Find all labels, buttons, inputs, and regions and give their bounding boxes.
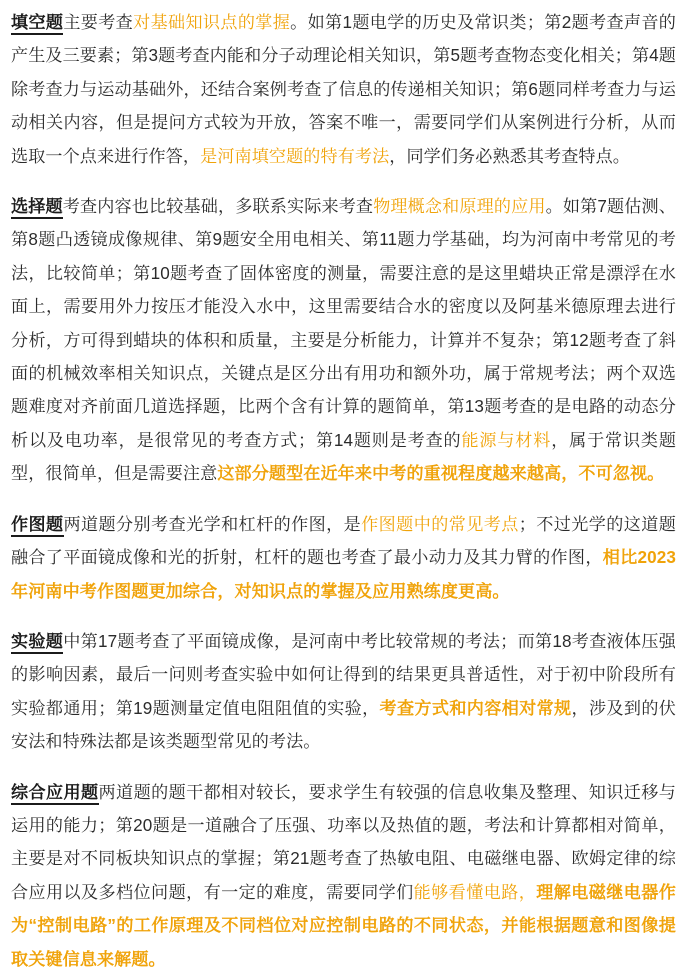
highlighted-bold-text: 考查方式和内容相对常规	[379, 698, 572, 718]
body-text: 中第17题考查了平面镜成像，是河南中考比较常规的考法；而第18考查液体压强的影响因素，最后一问则考查实验中如何让得到的结果更具普适性，对于初中阶段所有实验都通用；第19题测量定值电阻阻值的实验，	[11, 631, 676, 718]
paragraph-fill-in-the-blank	[11, 6, 676, 173]
highlighted-text: 物理概念和原理的应用	[373, 197, 546, 217]
body-text: 考查内容也比较基础，多联系实际来考查	[62, 197, 374, 217]
highlighted-text: 能够看懂电路，	[413, 882, 537, 902]
body-text: 两道题分别考查光学和杠杆的作图，是	[63, 514, 362, 534]
highlighted-text: 能源与材料	[461, 430, 552, 450]
highlighted-bold-text: 相比2023年河南中考作图题更加综合，对知识点的掌握及应用熟练度更高。	[11, 548, 676, 601]
paragraph-drawing-question	[11, 508, 676, 608]
highlighted-bold-text: 这部分题型在近年来中考的重视程度越来越高，不可忽视。	[217, 464, 665, 484]
section-heading: 综合应用题	[11, 783, 99, 805]
body-text: ；不过光学的这道题融合了平面镜成像和光的折射，杠杆的题也考查了最小动力及其力臂的作图，	[11, 514, 677, 568]
paragraph-experiment-question	[11, 625, 676, 759]
section-heading: 实验题	[11, 632, 63, 654]
highlighted-bold-text: 理解电磁继电器作为“控制电路”的工作原理及不同档位对应控制电路的不同状态，并能根据题意和图像提取关键信息来解题。	[11, 882, 676, 969]
highlighted-text: 对基础知识点的掌握	[133, 13, 291, 32]
highlighted-text: 作图题中的常见考点	[361, 514, 519, 534]
body-text: 主要考查	[63, 13, 134, 32]
section-heading: 选择题	[11, 197, 63, 219]
paragraph-comprehensive-application	[11, 776, 676, 976]
body-text: 两道题的题干都相对较长，要求学生有较强的信息收集及整理、知识迁移与运用的能力；第20题是一道融合了压强、功率以及热值的题，考法和计算都相对简单，主要是对不同板块知识点的掌握；第21题考查了热敏电阻、电磁继电器、欧姆定律的综合应用以及多档位问题，有一定的难度，需要同学们	[11, 782, 677, 902]
body-text: ，属于常识类题型，很简单，但是需要注意	[11, 430, 677, 484]
highlighted-text: 是河南填空题的特有考法	[200, 146, 390, 166]
body-text: ，同学们务必熟悉其考查特点。	[389, 146, 630, 166]
body-text: 。如第1题电学的历史及常识类；第2题考查声音的产生及三要素；第3题考查内能和分子动理论相关知识，第5题考查物态变化相关；第4题除考查力与运动基础外，还结合案例考查了信息的传递相关知识；第6题同样考查力与运动相关内容，但是提问方式较为开放，答案不唯一，需要同学们从案例进行分析，从而选取一个点来进行作答，	[11, 13, 676, 166]
body-text: ，涉及到的伏安法和特殊法都是该类题型常见的考法。	[11, 698, 676, 752]
section-heading: 作图题	[11, 515, 64, 537]
section-heading: 填空题	[11, 13, 63, 35]
body-text: 。如第7题估测、第8题凸透镜成像规律、第9题安全用电相关、第11题力学基础，均为河南中考常见的考法，比较简单；第10题考查了固体密度的测量，需要注意的是这里蜡块正常是漂浮在水面上，需要用外力按压才能没入水中，这里需要结合水的密度以及阿基米德原理去进行分析，方可得到蜡块的体积和质量，主要是分析能力，计算并不复杂；第12题考查了斜面的机械效率相关知识点，关键点是区分出有用功和额外功，属于常规考法；两个双选题难度对齐前面几道选择题，比两个含有计算的题简单，第13题考查的是电路的动态分析以及电功率，是很常见的考查方式；第14题则是考查的	[11, 197, 676, 450]
paragraph-multiple-choice	[11, 190, 676, 491]
